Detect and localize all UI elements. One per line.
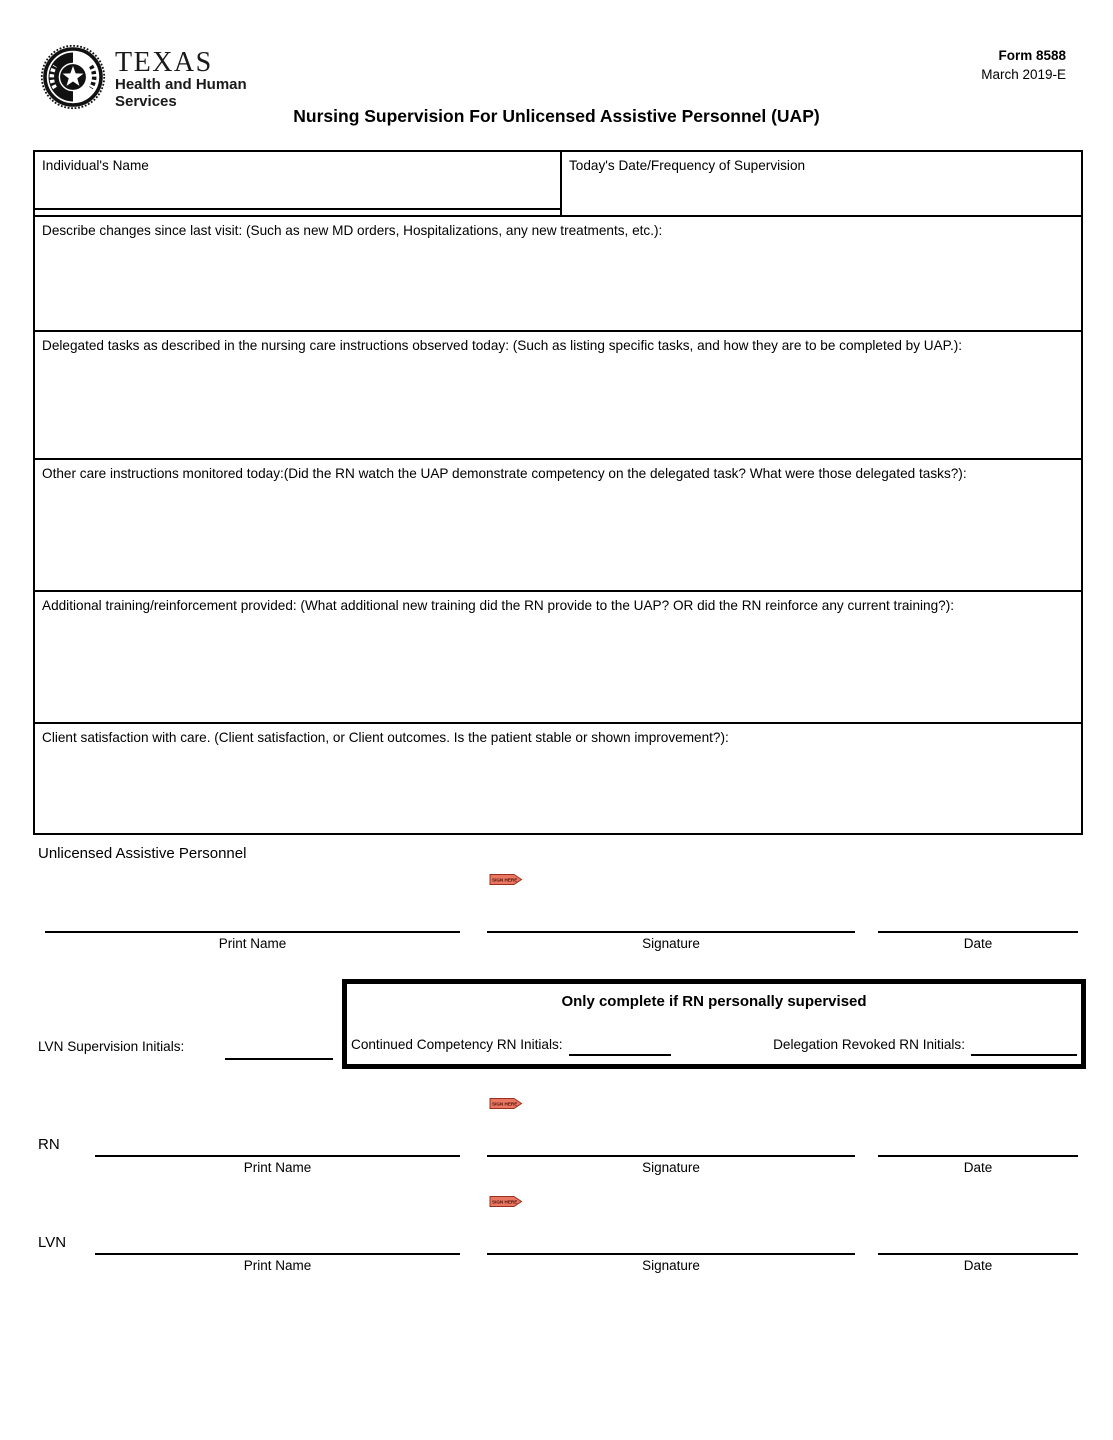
agency-logo [40, 44, 247, 111]
todays-date-frequency-field[interactable] [560, 152, 1081, 215]
rn-only-box-title: Only complete if RN personally supervised [561, 993, 867, 1010]
lvn-print-name-label: Print Name [243, 1258, 312, 1273]
additional-training-field[interactable] [35, 590, 1081, 722]
sign-here-flag-icon[interactable] [489, 873, 523, 886]
rn-print-name-label: Print Name [243, 1160, 312, 1175]
svg-text:SIGN HERE: SIGN HERE [492, 877, 518, 883]
sign-here-flag-icon[interactable] [489, 1097, 523, 1110]
logo-brand-text: TEXAS [115, 47, 213, 78]
individuals-name-field[interactable] [35, 152, 560, 210]
table-row-name-date [35, 152, 1081, 215]
rn-date-line[interactable] [878, 1125, 1078, 1157]
lvn-date-line[interactable] [878, 1223, 1078, 1255]
uap-signature-line[interactable] [487, 901, 855, 933]
uap-signature-row [45, 901, 1078, 951]
uap-date-label: Date [963, 936, 993, 951]
form-revision-date: March 2019-E [981, 66, 1066, 82]
form-meta [981, 47, 1066, 85]
continued-competency-label: Continued Competency RN Initials: [351, 1037, 563, 1052]
rn-only-box [342, 979, 1086, 1069]
changes-since-last-visit-field[interactable] [35, 215, 1081, 330]
texas-hhs-seal-icon [40, 44, 106, 110]
other-care-instructions-field[interactable] [35, 458, 1081, 590]
uap-print-name-line[interactable] [45, 901, 460, 933]
lvn-signature-row [95, 1223, 1078, 1273]
rn-signature-row [95, 1125, 1078, 1175]
client-satisfaction-label: Client satisfaction with care. (Client satisfaction, or Client outcomes. Is the patient stable or shown improvement?): [42, 730, 729, 745]
svg-text:SIGN HERE: SIGN HERE [492, 1199, 518, 1205]
rn-role-label: RN [38, 1136, 60, 1153]
todays-date-frequency-label: Today's Date/Frequency of Supervision [569, 158, 806, 173]
continued-competency-initials-line[interactable] [569, 1044, 671, 1056]
uap-date-line[interactable] [878, 901, 1078, 933]
sign-here-flag-icon[interactable] [489, 1195, 523, 1208]
uap-section-heading: Unlicensed Assistive Personnel [38, 845, 247, 862]
rn-print-name-line[interactable] [95, 1125, 460, 1157]
svg-text:SIGN HERE: SIGN HERE [492, 1101, 518, 1107]
delegated-tasks-label: Delegated tasks as described in the nursing care instructions observed today: (Such as listing specific tasks, and how they are to be completed by UAP.): [42, 338, 963, 353]
client-satisfaction-field[interactable] [35, 722, 1081, 833]
rn-signature-line[interactable] [487, 1125, 855, 1157]
supervision-table [33, 150, 1083, 835]
lvn-signature-line[interactable] [487, 1223, 855, 1255]
uap-signature-label: Signature [642, 936, 700, 951]
page-title: Nursing Supervision For Unlicensed Assistive Personnel (UAP) [293, 106, 820, 126]
logo-sub-text-2: Services [115, 92, 177, 110]
lvn-supervision-initials-label: LVN Supervision Initials: [38, 1039, 185, 1054]
individuals-name-label: Individual's Name [42, 158, 149, 173]
additional-training-label: Additional training/reinforcement provided: (What additional new training did the RN provide to the UAP? OR did the RN reinforce any current training?): [42, 598, 955, 613]
lvn-signature-label: Signature [642, 1258, 700, 1273]
other-care-instructions-label: Other care instructions monitored today:(Did the RN watch the UAP demonstrate competency on the delegated task? What were those delegated tasks?): [42, 466, 967, 481]
delegation-revoked-label: Delegation Revoked RN Initials: [773, 1037, 965, 1052]
uap-print-name-label: Print Name [218, 936, 287, 951]
changes-since-last-visit-label: Describe changes since last visit: (Such as new MD orders, Hospitalizations, any new treatments, etc.): [42, 223, 663, 238]
lvn-role-label: LVN [38, 1234, 67, 1251]
delegation-revoked-initials-line[interactable] [971, 1044, 1077, 1056]
form-number: Form 8588 [998, 48, 1066, 63]
delegated-tasks-field[interactable] [35, 330, 1081, 458]
lvn-print-name-line[interactable] [95, 1223, 460, 1255]
lvn-supervision-initials-line[interactable] [225, 1042, 333, 1060]
logo-sub-text-1: Health and Human [115, 76, 247, 93]
rn-signature-label: Signature [642, 1160, 700, 1175]
lvn-date-label: Date [963, 1258, 993, 1273]
rn-date-label: Date [963, 1160, 993, 1175]
